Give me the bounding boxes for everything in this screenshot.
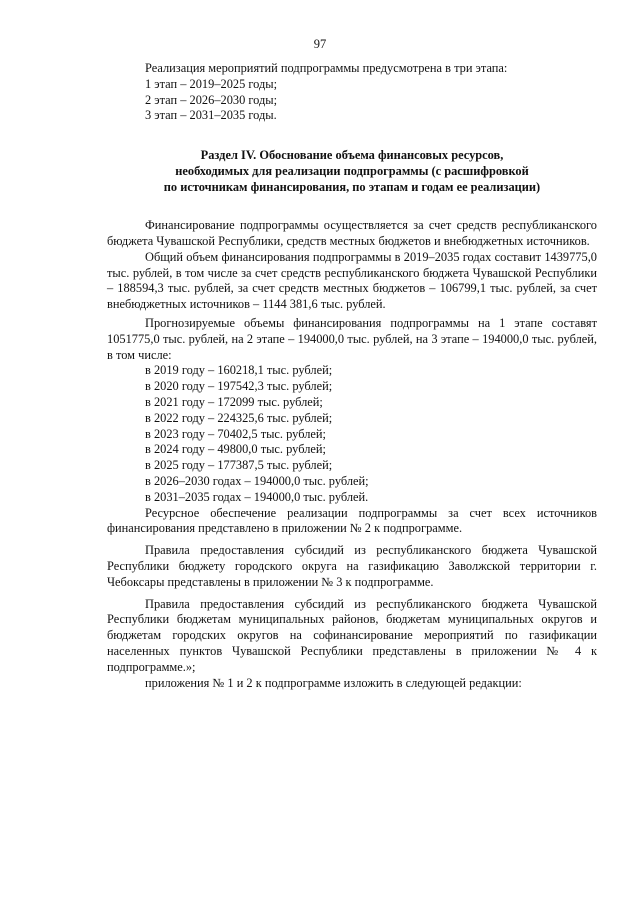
year-amount-item: в 2019 году – 160218,1 тыс. рублей; (145, 363, 333, 378)
section-title (107, 147, 597, 195)
year-amount-item: в 2020 году – 197542,3 тыс. рублей; (145, 379, 333, 394)
section-title-line: Раздел IV. Обоснование объема финансовых ресурсов, (200, 148, 504, 163)
stage-item: 3 этап – 2031–2035 годы. (145, 108, 277, 123)
section-title-line: необходимых для реализации подпрограммы (с расшифровкой (175, 164, 529, 179)
stage-item: 1 этап – 2019–2025 годы; (145, 76, 278, 91)
paragraph-subsidy-rules-city: Правила предоставления субсидий из республиканского бюджета Чувашской Республики бюджету городского округа на газификацию Заволжской территории г. Чебоксары представлены в приложении № 3 к подпрограмме. (107, 543, 597, 589)
page-number: 97 (313, 37, 327, 51)
year-amount-item: в 2025 году – 177387,5 тыс. рублей; (145, 458, 333, 473)
stage-item: 2 этап – 2026–2030 годы; (145, 92, 278, 107)
paragraph-financing-sources: Финансирование подпрограммы осуществляется за счет средств республиканского бюджета Чувашской Республики, средств местных бюджетов и внебюджетных источников. (107, 218, 597, 248)
year-amount-item: в 2026–2030 годах – 194000,0 тыс. рублей; (145, 473, 369, 488)
paragraph-total-volume: Общий объем финансирования подпрограммы в 2019–2035 годах составит 1439775,0 тыс. рублей, в том числе за счет средств республиканского бюджета Чувашской Республики – 188594,3 тыс. рублей, за счет средств местных бюджетов – 106799,1 тыс. рублей, за счет внебюджетных источников – 1144 381,6 тыс. рублей. (107, 249, 597, 312)
paragraph-subsidy-rules-municipal: Правила предоставления субсидий из республиканского бюджета Чувашской Республики бюджетам муниципальных районов, бюджетам муниципальных округов и бюджетам городских округов на софинансирование мероприятий по газификации населенных пунктов Чувашской Республики представлены в приложении № 4 к подпрограмме.»; (107, 596, 597, 674)
paragraph-forecast-volume: Прогнозируемые объемы финансирования подпрограммы на 1 этапе составят 1051775,0 тыс. рублей, на 2 этапе – 194000,0 тыс. рублей, на 3 этапе – 194000,0 тыс. рублей, в том числе: (107, 315, 597, 362)
year-amount-item: в 2022 году – 224325,6 тыс. рублей; (145, 410, 333, 425)
paragraph-appendix-statement: приложения № 1 и 2 к подпрограмме изложить в следующей редакции: (145, 675, 522, 690)
section-title-line: по источникам финансирования, по этапам и годам ее реализации) (163, 180, 541, 195)
year-amount-item: в 2031–2035 годах – 194000,0 тыс. рублей. (145, 489, 369, 504)
document-body (107, 61, 597, 691)
year-amount-item: в 2024 году – 49800,0 тыс. рублей; (145, 442, 326, 457)
paragraph-resource-provision: Ресурсное обеспечение реализации подпрограммы за счет всех источников финансирования представлено в приложении № 2 к подпрограмме. (107, 505, 597, 536)
year-amount-item: в 2021 году – 172099 тыс. рублей; (145, 394, 323, 409)
stages-intro: Реализация мероприятий подпрограммы предусмотрена в три этапа: (145, 61, 508, 75)
year-amount-item: в 2023 году – 70402,5 тыс. рублей; (145, 426, 326, 441)
